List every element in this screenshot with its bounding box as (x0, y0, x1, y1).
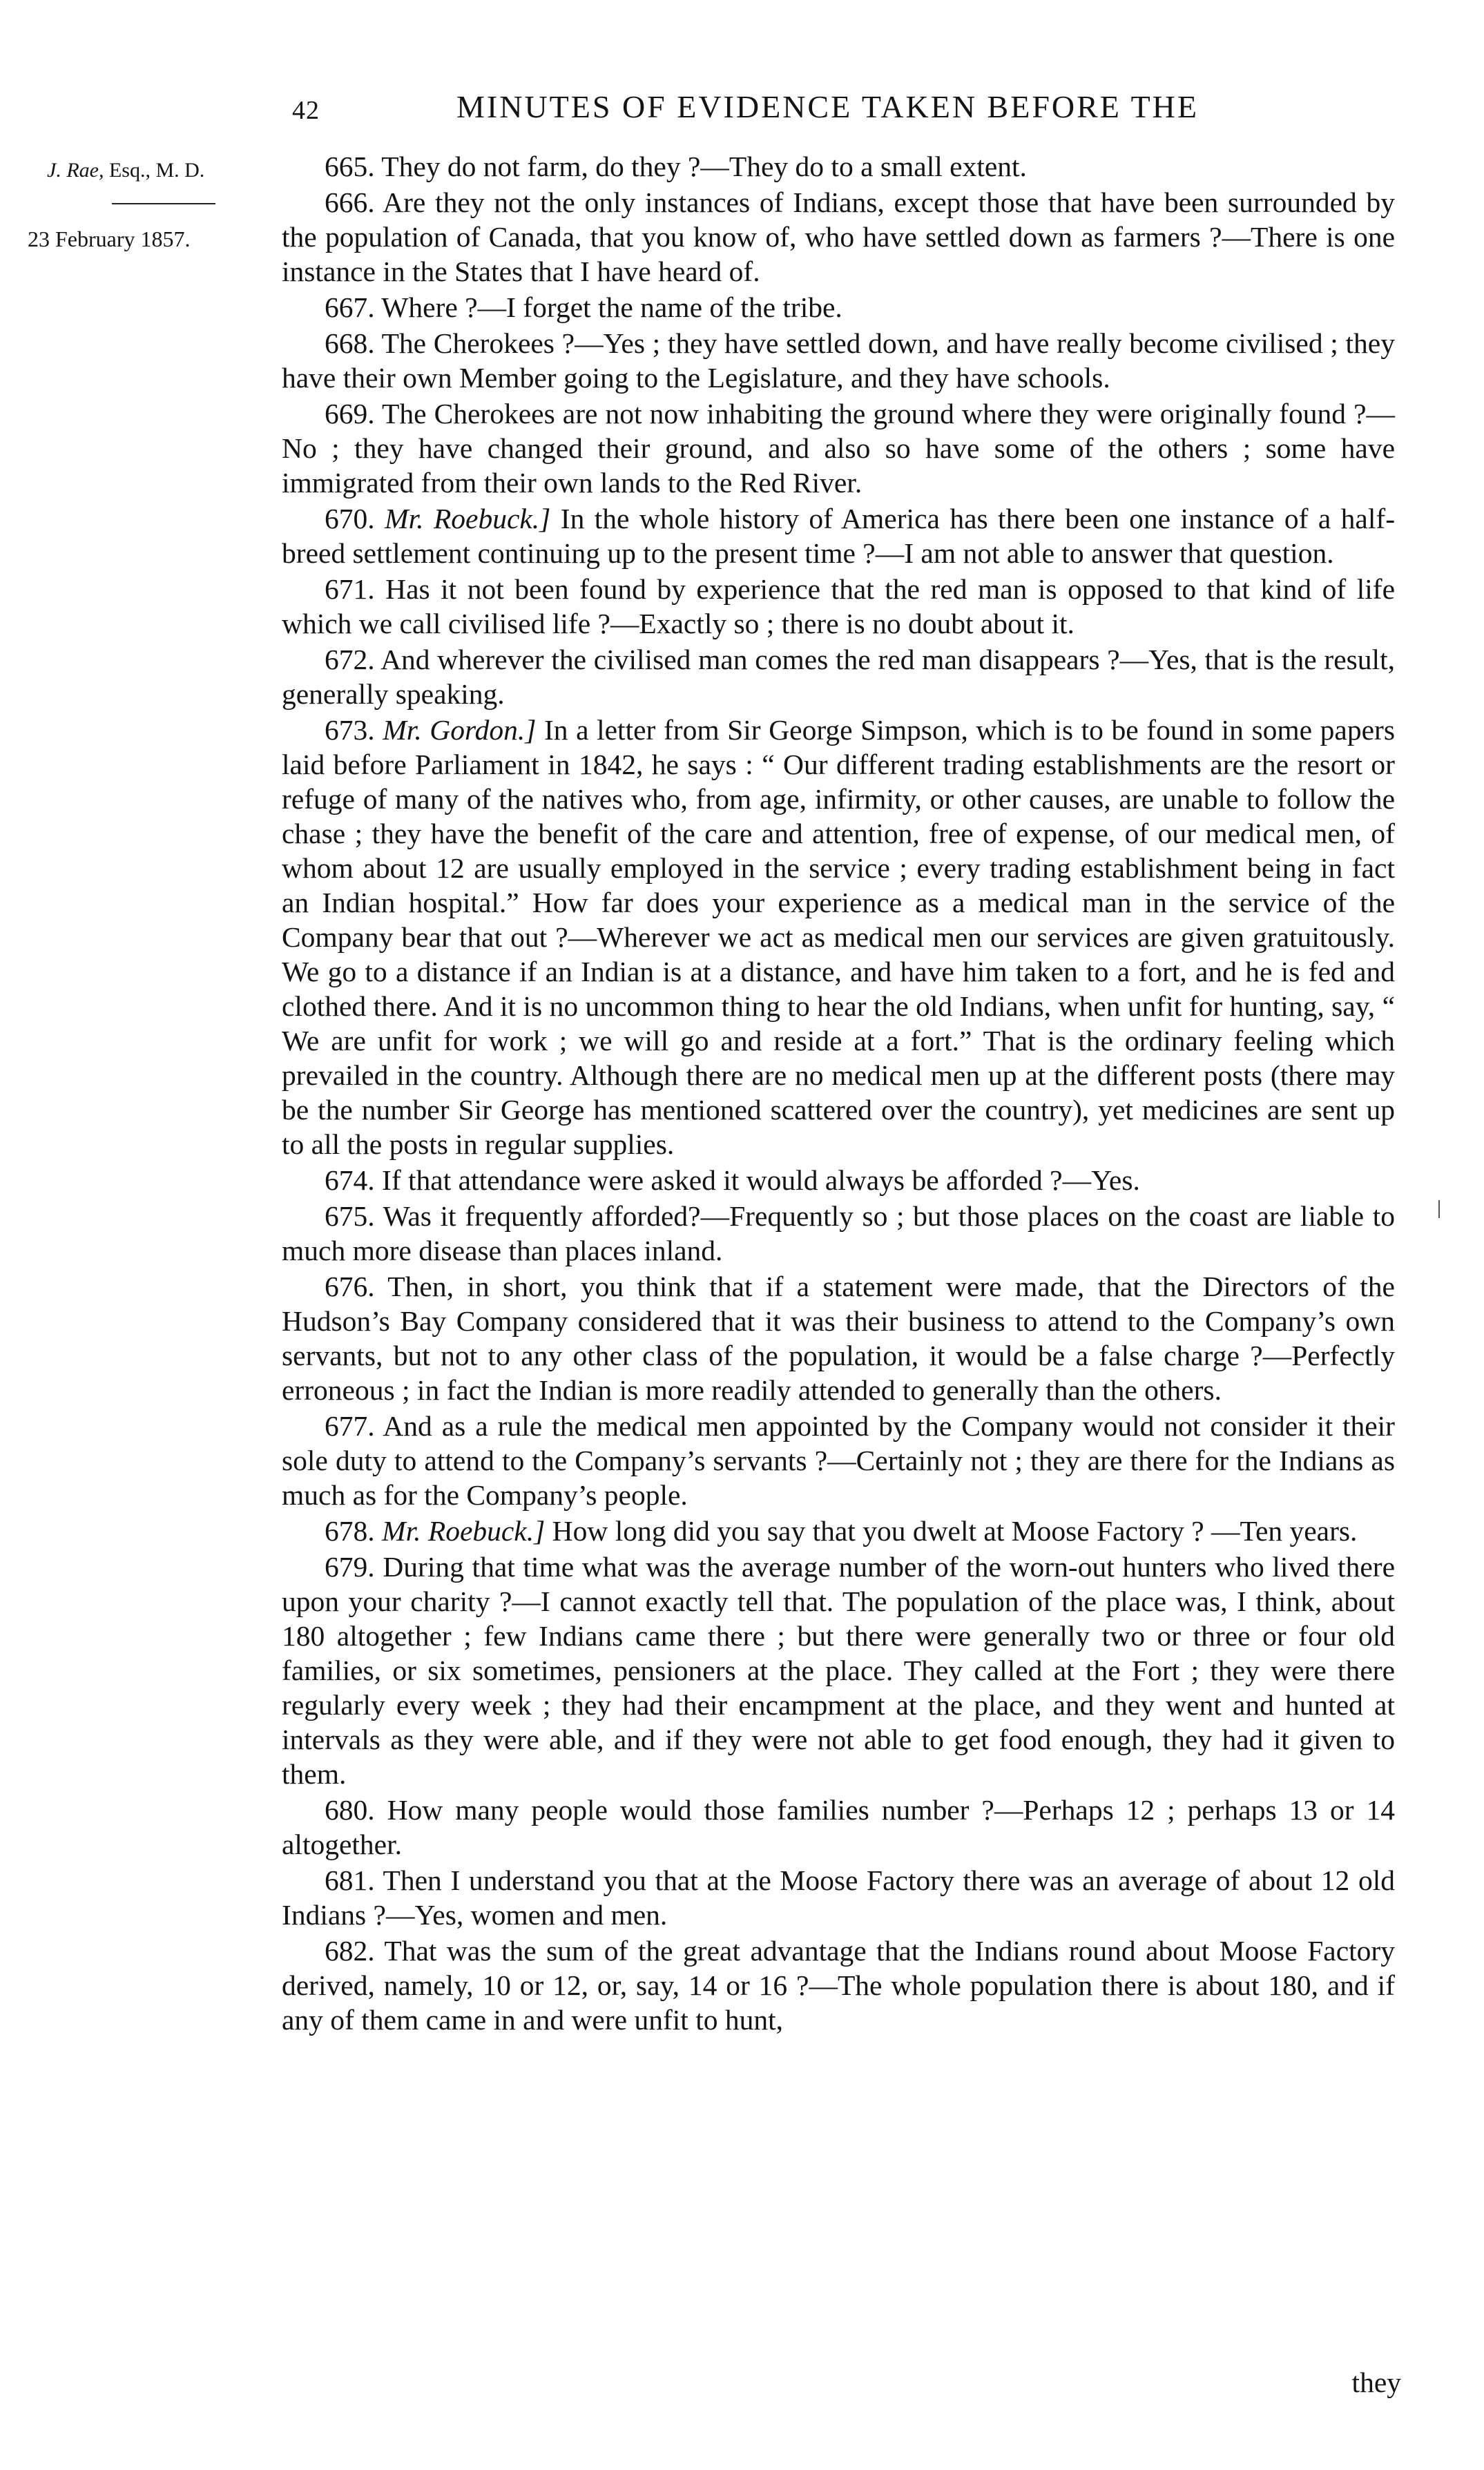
stray-mark (1438, 1200, 1440, 1218)
question-paragraph (282, 1514, 1395, 1548)
question-number: 675. (325, 1200, 375, 1232)
question-number: 672. (325, 644, 375, 675)
question-text: How many people would those families number ?—Perhaps 12 ; perhaps 13 or 14 altogether. (282, 1794, 1395, 1860)
question-paragraph (282, 1550, 1395, 1791)
question-number: 665. (325, 151, 375, 182)
speaker-name: Mr. Roebuck.] (385, 503, 551, 534)
question-paragraph (282, 1163, 1395, 1197)
running-title: MINUTES OF EVIDENCE TAKEN BEFORE THE (456, 89, 1199, 124)
witness-suffix: Esq., M. D. (108, 159, 205, 182)
question-number: 679. (325, 1551, 375, 1583)
question-number: 678. (325, 1515, 375, 1547)
question-paragraph (282, 572, 1395, 641)
question-text: And wherever the civilised man comes the red man disappears ?—Yes, that is the result, generally speaking. (282, 644, 1395, 710)
question-text: And as a rule the medical men appointed by the Company would not consider it their sole duty to attend to the Company’s servants ?—Certainly not ; they are there for the Indians as much as for the Company’s people. (282, 1410, 1395, 1511)
question-text: The Cherokees are not now inhabiting the ground where they were originally found ?—No ; they have changed their ground, and also so have some of the others ; some have immigrated from their own lands to the Red River. (282, 398, 1395, 499)
question-text: If that attendance were asked it would always be afforded ?—Yes. (382, 1164, 1140, 1196)
question-text: The Cherokees ?—Yes ; they have settled down, and have really become civilised ; they have their own Member going to the Legislature, and they have schools. (282, 327, 1395, 394)
question-paragraph (282, 1269, 1395, 1407)
question-text: Has it not been found by experience that the red man is opposed to that kind of life which we call civilised life ?—Exactly so ; there is no doubt about it. (282, 573, 1396, 639)
margin-rule (112, 203, 215, 204)
margin-witness (47, 159, 204, 182)
question-number: 670. (325, 503, 375, 534)
question-number: 681. (325, 1864, 375, 1896)
question-number: 674. (325, 1164, 375, 1196)
question-paragraph (282, 185, 1395, 289)
question-number: 669. (325, 398, 375, 430)
question-paragraph (282, 396, 1395, 500)
question-number: 673. (325, 714, 375, 746)
question-paragraph (282, 501, 1395, 570)
question-text: Where ?—I forget the name of the tribe. (381, 291, 842, 323)
question-text: During that time what was the average number of the worn-out hunters who lived there upon your charity ?—I cannot exactly tell that. The population of the place was, I think, about 180 altogether ; few Indians came there ; but there were generally two or three or four old families, or six sometimes, pensioners at the place. They called at the Fort ; they were there regularly every week ; they had their encampment at the place, and they went and hunted at intervals as they were able, and if they were not able to get food enough, they had it given to them. (282, 1551, 1395, 1790)
question-text: Was it frequently afforded?—Frequently so ; but those places on the coast are liable to much more disease than places inland. (282, 1200, 1395, 1266)
margin-date: 23 February 1857. (28, 226, 191, 251)
question-paragraph (282, 326, 1395, 395)
question-text: Then I understand you that at the Moose Factory there was an average of about 12 old Indians ?—Yes, women and men. (282, 1864, 1395, 1931)
question-paragraph (282, 290, 1395, 325)
question-text: That was the sum of the great advantage that the Indians round about Moose Factory derived, namely, 10 or 12, or, say, 14 or 16 ?—The whole population there is about 180, and if any of them came in and were unfit to hunt, (282, 1935, 1395, 2036)
question-text: Are they not the only instances of Indians, except those that have been surrounded by the population of Canada, that you know of, who have settled down as farmers ?—There is one instance in the States that I have heard of. (282, 186, 1395, 287)
question-number: 671. (325, 573, 375, 605)
question-text: They do not farm, do they ?—They do to a small extent. (381, 151, 1027, 182)
question-number: 667. (325, 291, 375, 323)
question-number: 680. (325, 1794, 375, 1826)
speaker-name: Mr. Gordon.] (383, 714, 537, 746)
question-paragraph (282, 1199, 1395, 1268)
question-text: In a letter from Sir George Simpson, which is to be found in some papers laid before Parliament in 1842, he says : “ Our different trading establishments are the resort or refuge of many of the natives who, from age, infirmity, or other causes, are unable to follow the chase ; they have the benefit of the care and attention, free of expense, of our medical men, of whom about 12 are usually employed in the service ; every trading establishment being in fact an Indian hospital.” How far does your experience as a medical man in the service of the Company bear that out ?—Wherever we act as medical men our services are given gratuitously. We go to a distance if an Indian is at a distance, and have him taken to a fort, and he is fed and clothed there. And it is no uncommon thing to hear the old Indians, when unfit for hunting, say, “ We are unfit for work ; we will go and reside at a fort.” That is the ordinary feeling which prevailed in the country. Although there are no medical men up at the different posts (there may be the number Sir George has mentioned scattered over the country), yet medicines are sent up to all the posts in regular supplies. (282, 714, 1395, 1160)
page-number: 42 (292, 96, 320, 125)
question-text: Then, in short, you think that if a statement were made, that the Directors of the Hudson’s Bay Company considered that it was their business to attend to the Company’s own servants, but not to any other class of the population, it would be a false charge ?—Perfectly erroneous ; in fact the Indian is more readily attended to generally than the others. (282, 1271, 1395, 1406)
question-paragraph (282, 713, 1395, 1161)
question-paragraph (282, 1793, 1395, 1862)
question-paragraph (282, 642, 1395, 711)
question-number: 666. (325, 186, 375, 218)
question-text: In the whole history of America has there been one instance of a half-breed settlement continuing up to the present time ?—I am not able to answer that question. (282, 503, 1396, 569)
question-number: 677. (325, 1410, 375, 1442)
question-paragraph (282, 1933, 1395, 2037)
question-paragraph (282, 149, 1395, 184)
question-paragraph (282, 1409, 1395, 1512)
catchword: they (1351, 2366, 1401, 2398)
question-number: 682. (325, 1935, 375, 1967)
question-text: How long did you say that you dwelt at Moose Factory ? —Ten years. (552, 1515, 1358, 1547)
question-number: 676. (325, 1271, 375, 1302)
speaker-name: Mr. Roebuck.] (382, 1515, 546, 1547)
evidence-body (282, 149, 1395, 2037)
witness-name: J. Rae, (47, 159, 104, 182)
question-number: 668. (325, 327, 375, 359)
question-paragraph (282, 1863, 1395, 1932)
page-header (280, 88, 1412, 130)
